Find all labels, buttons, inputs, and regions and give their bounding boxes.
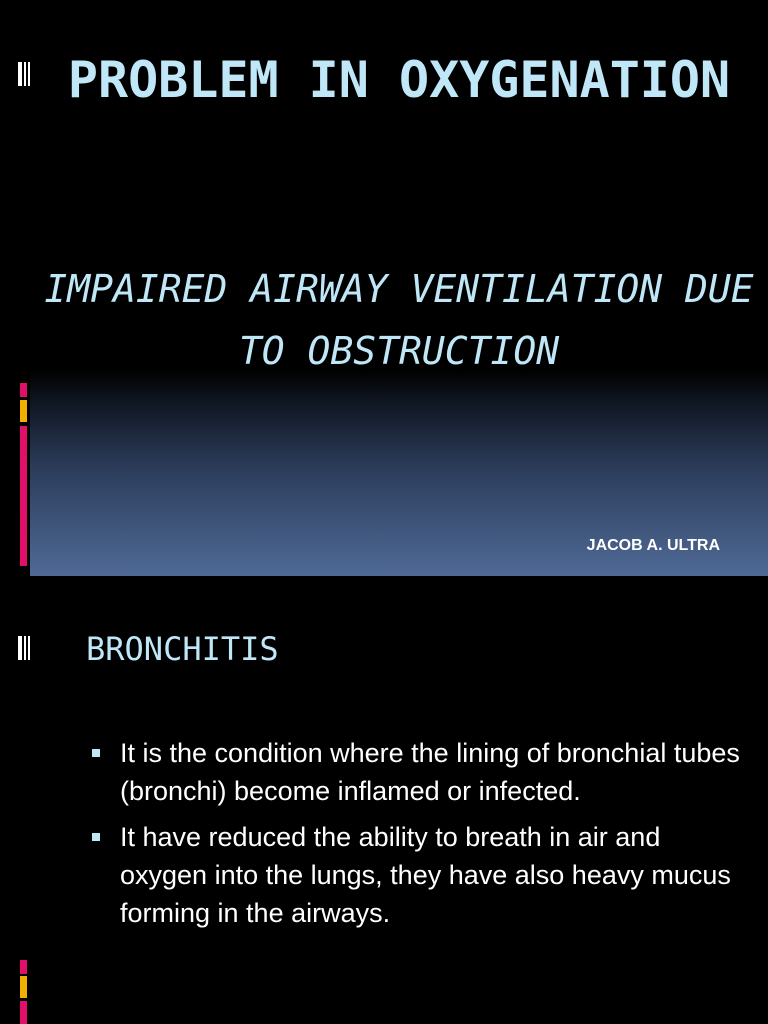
slide-title: PROBLEM IN OXYGENATION (67, 51, 731, 109)
slide-subtitle: IMPAIRED AIRWAY VENTILATION DUE TO OBSTRUCTION (44, 267, 754, 373)
yellow-stripe (20, 400, 27, 422)
content-slide (0, 576, 768, 1024)
slide-heading: BRONCHITIS (86, 630, 279, 668)
edge-tick-marks (0, 62, 30, 86)
pink-stripe (20, 383, 27, 397)
left-edge-decoration (0, 576, 30, 1024)
pink-stripe (20, 426, 27, 566)
yellow-stripe (20, 976, 27, 998)
bullet-item: It have reduced the ability to breath in air and oxygen into the lungs, they have also heavy mucus forming in the airways. (92, 818, 742, 932)
pink-stripe (20, 960, 27, 974)
edge-tick-marks (0, 636, 30, 660)
bullet-item: It is the condition where the lining of bronchial tubes (bronchi) become inflamed or infected. (92, 734, 742, 810)
author-name: JACOB A. ULTRA (586, 537, 720, 554)
bullet-list (92, 734, 742, 940)
left-edge-decoration (0, 0, 30, 576)
pink-stripe (20, 1001, 27, 1024)
